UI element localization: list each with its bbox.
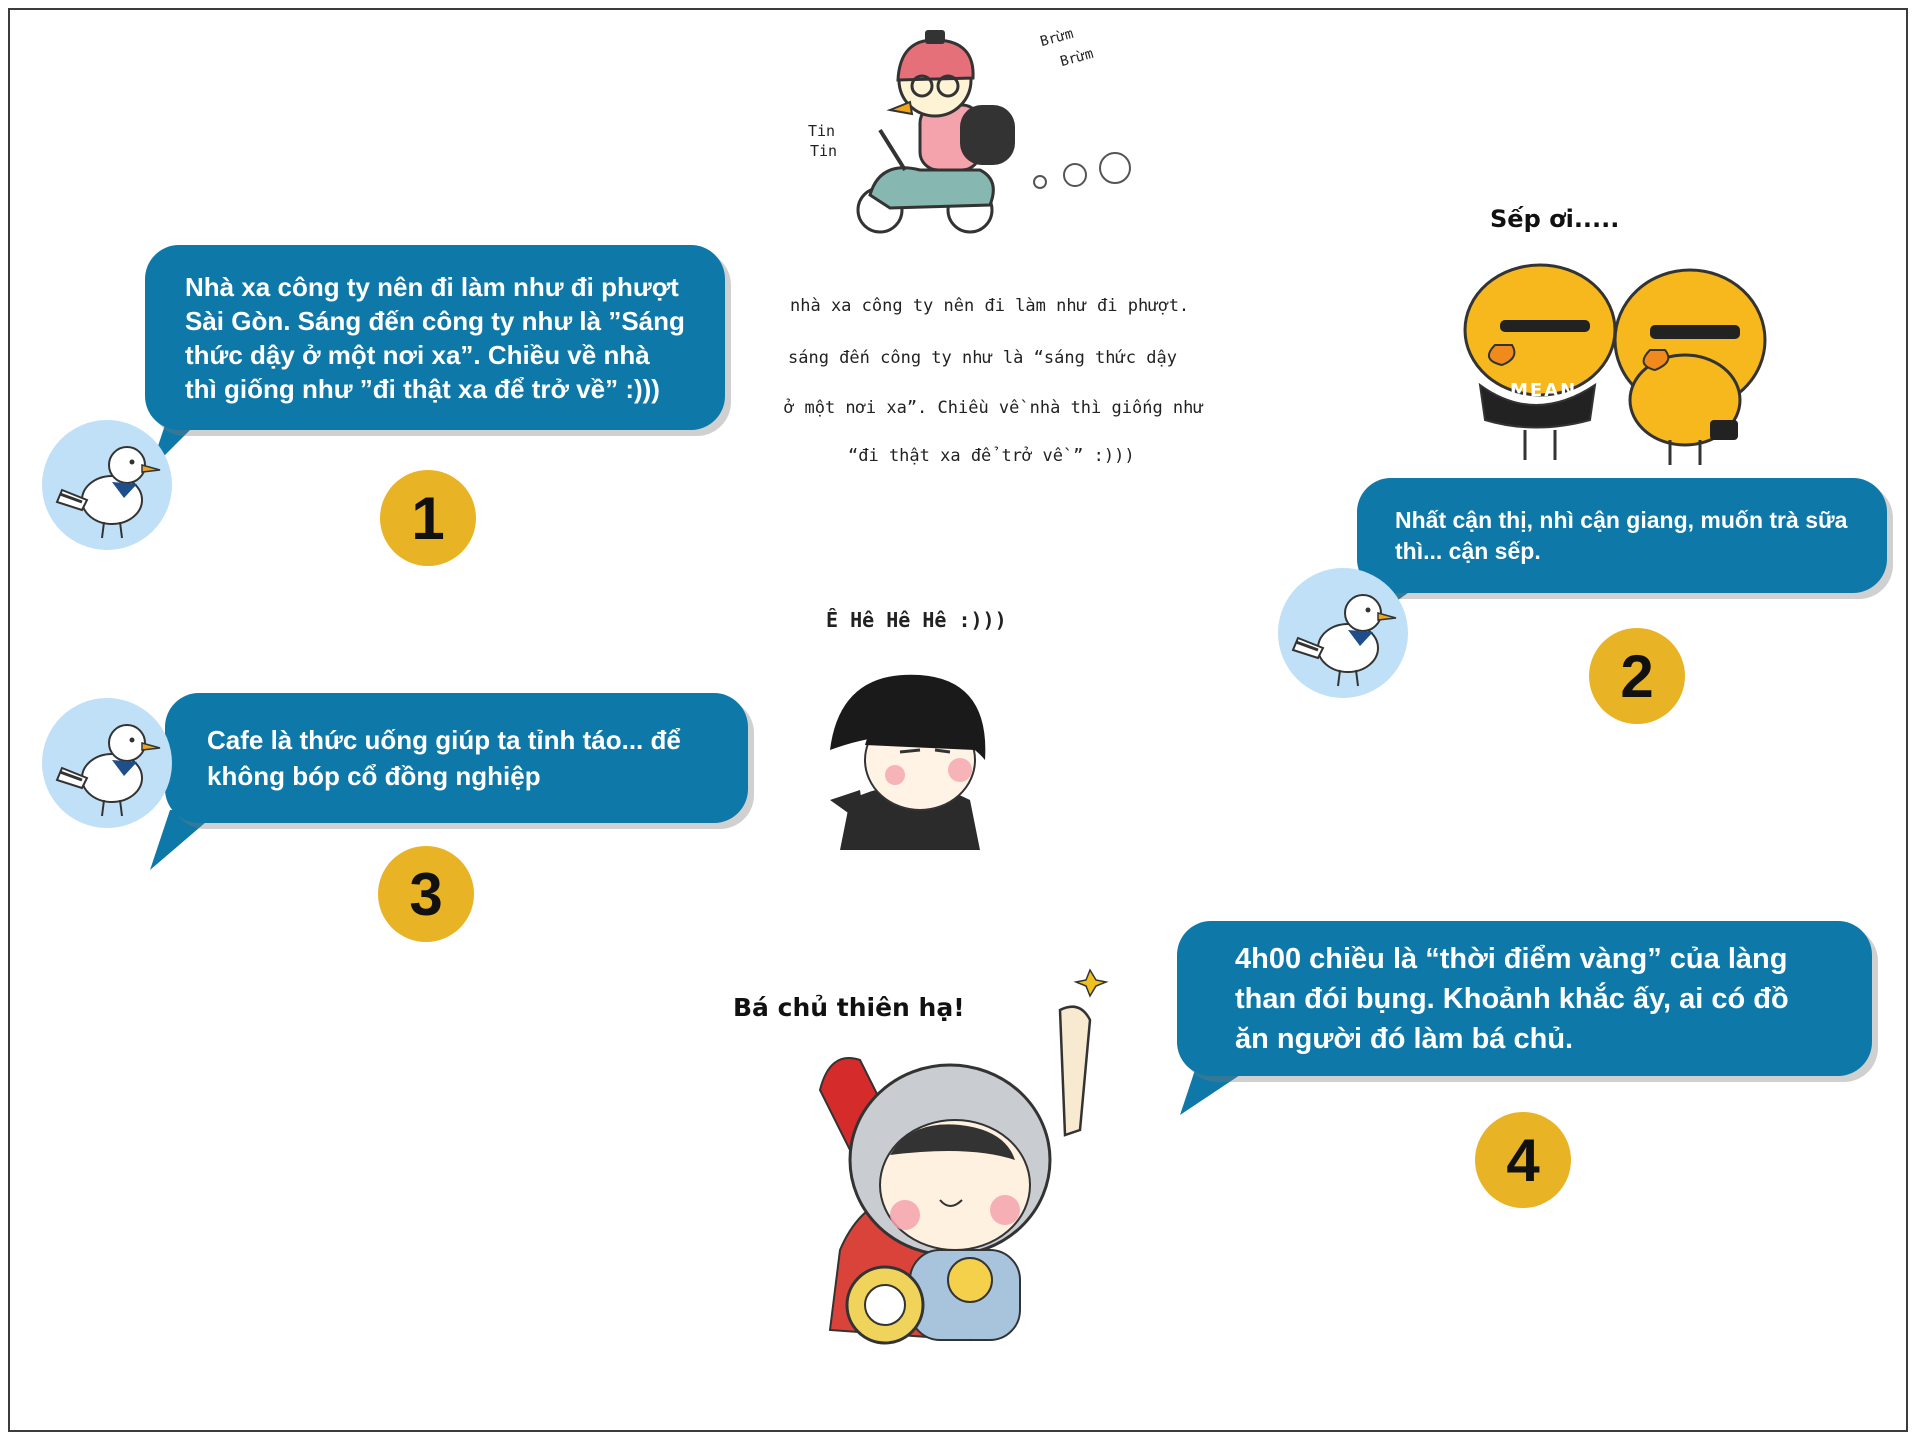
seagull-avatar-1	[42, 420, 172, 550]
seagull-avatar-3	[42, 698, 172, 828]
bubble-2-text: Nhất cận thị, nhì cận giang, muốn trà sữa thì... cận sếp.	[1395, 506, 1848, 564]
speech-bubble-4	[1177, 921, 1872, 1076]
ehehe-caption: Ê Hê Hê Hê :)))	[826, 608, 1007, 632]
seagull-icon	[42, 698, 172, 828]
handwritten-line-3: ở một nơi xa”. Chiều về nhà thì giống như	[784, 398, 1204, 418]
sep-oi-caption: Sếp ơi.....	[1490, 205, 1620, 233]
speech-bubble-2	[1357, 478, 1887, 593]
bubble-3-text: Cafe là thức uống giúp ta tỉnh táo... để không bóp cổ đồng nghiệp	[207, 725, 681, 791]
brum-sound-1: Brừm	[1038, 25, 1076, 51]
seagull-icon	[42, 420, 172, 550]
seagull-avatar-2	[1278, 568, 1408, 698]
seagull-icon	[1278, 568, 1408, 698]
ducks-illustration	[1440, 250, 1790, 470]
handwritten-line-4: “đi thật xa để trở về ” :)))	[848, 446, 1135, 466]
brum-sound-2: Brừm	[1058, 45, 1096, 71]
bubble-1-text: Nhà xa công ty nên đi làm như đi phượt Sài Gòn. Sáng đến công ty như là ”Sáng thức dậy ở một nơi xa”. Chiều về nhà thì giống như ”đi thật xa để trở về” :)))	[185, 271, 685, 404]
handwritten-line-2: sáng đến công ty như là “sáng thức dậy	[788, 348, 1177, 368]
number-badge-4: 4	[1475, 1112, 1571, 1208]
mean-shirt-label: MEAN	[1510, 380, 1578, 401]
number-badge-1: 1	[380, 470, 476, 566]
speech-bubble-3	[165, 693, 748, 823]
girl-illustration	[810, 650, 1010, 850]
number-badge-2: 2	[1589, 628, 1685, 724]
knight-illustration	[790, 950, 1150, 1360]
handwritten-line-1: nhà xa công ty nên đi làm như đi phượt.	[790, 296, 1190, 316]
tin-sound-2: Tin	[810, 142, 838, 160]
speech-bubble-1	[145, 245, 725, 430]
bubble-4-text: 4h00 chiều là “thời điểm vàng” của làng than đói bụng. Khoảnh khắc ấy, ai có đồ ăn người đó làm bá chủ.	[1235, 942, 1789, 1055]
tin-sound-1: Tin	[808, 122, 836, 140]
number-badge-3: 3	[378, 846, 474, 942]
ba-chu-caption: Bá chủ thiên hạ!	[733, 993, 965, 1022]
